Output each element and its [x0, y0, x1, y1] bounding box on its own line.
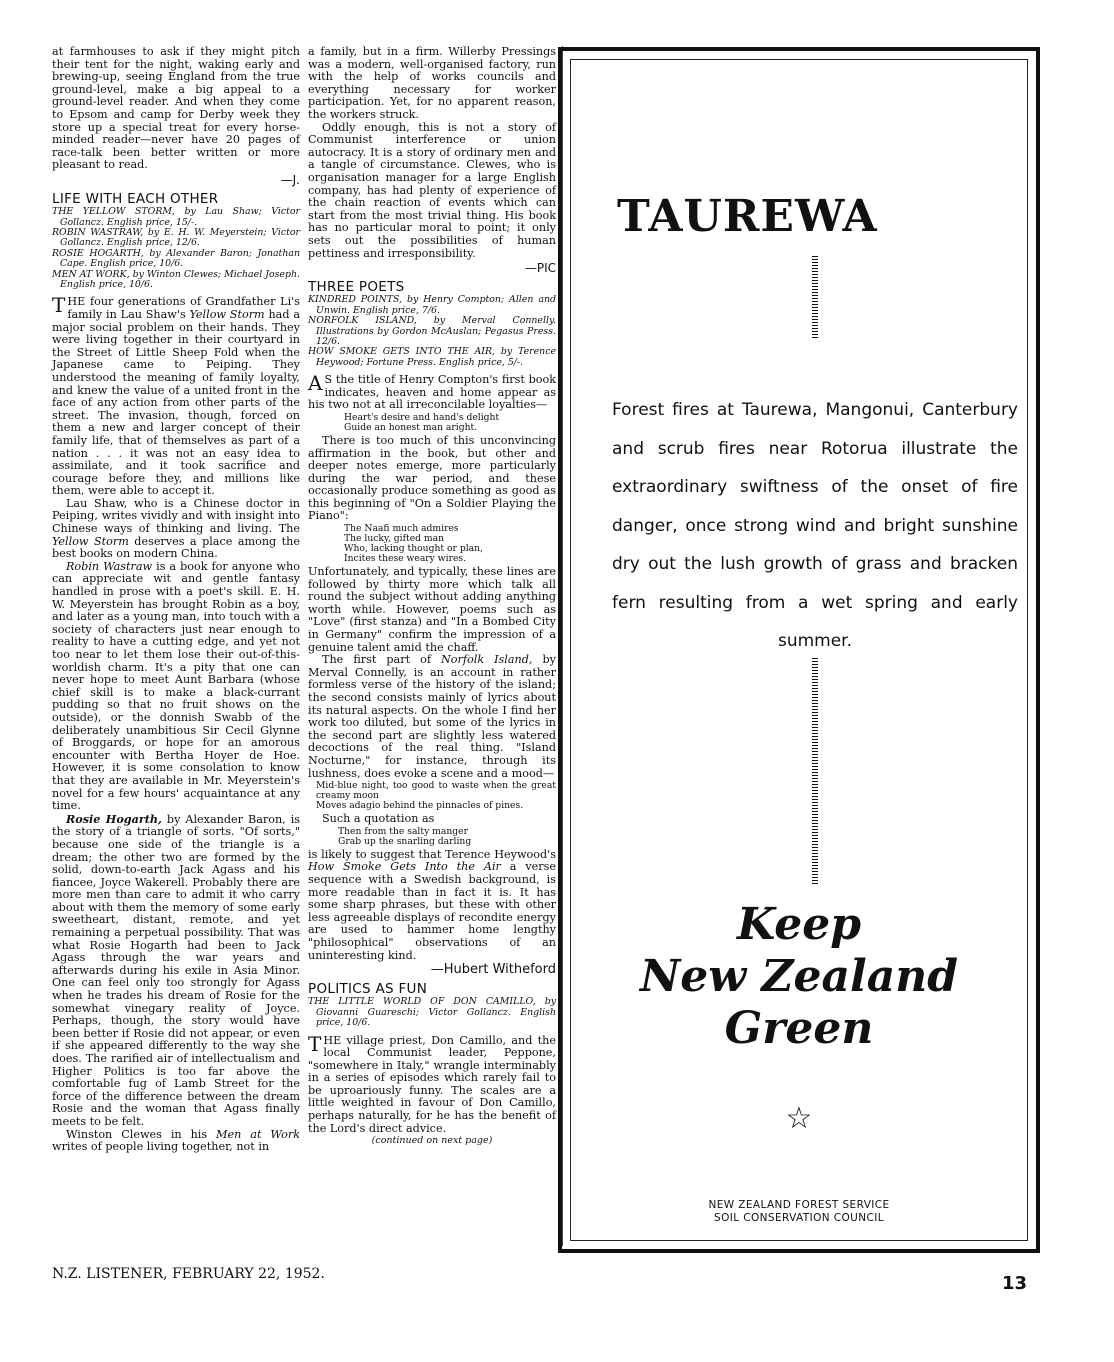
- book-entry: NORFOLK ISLAND, by Merval Connelly. Illustrations by Gordon McAuslan; Pegasus Press. 12/6.: [308, 315, 556, 347]
- review-paragraph: Winston Clewes in his Men at Work writes of people living together, not in: [52, 1127, 300, 1154]
- book-list: [308, 295, 556, 368]
- page-number: 13: [1002, 1273, 1028, 1294]
- article-column-2: [308, 46, 556, 1148]
- reviewer-signature: —J.: [280, 172, 300, 187]
- forest-service-advertisement: [558, 47, 1040, 1253]
- publication-footer: N.Z. LISTENER, FEBRUARY 22, 1952.: [52, 1266, 325, 1282]
- decorative-rule: [812, 658, 818, 886]
- book-entry: KINDRED POINTS, by Henry Compton; Allen and Unwin. English price, 7/6.: [308, 294, 556, 316]
- book-entry: THE LITTLE WORLD OF DON CAMILLO, by Giovanni Guareschi; Victor Gollancz. English price, 10/6.: [308, 996, 556, 1029]
- ad-slogan: [562, 899, 1036, 1055]
- section-title-politics-as-fun: POLITICS AS FUN: [308, 980, 428, 997]
- review-paragraph: Lau Shaw, who is a Chinese doctor in Peiping, writes vividly and with insight into Chinese ways of thinking and living. The Yellow Storm deserves a place among the best books on modern China.: [52, 496, 300, 561]
- review-paragraph: THE four generations of Grandfather Li's family in Lau Shaw's Yellow Storm had a major social problem on their hands. They were living together in their courtyard in the Street of Little Sheep Fold when the Japanese came to Peiping. They understood the meaning of family loyalty, and knew the value of a united front in the face of any action from other parts of the street. The invasion, though, forced on them a new and larger concept of their family life, that of themselves as part of a nation . . . it was not an easy idea to assimilate, and it took sacrifice and courage before they, and millions like them, were able to accept it.: [52, 293, 300, 498]
- section-title-life-with-each-other: LIFE WITH EACH OTHER: [52, 190, 219, 207]
- ad-footer-line: SOIL CONSERVATION COUNCIL: [714, 1212, 884, 1224]
- continued-note: (continued on next page): [371, 1135, 493, 1147]
- verse-quote: The Naafi much admires The lucky, gifted man Who, lacking thought or plan, Incites these weary wires.: [344, 523, 483, 565]
- verse-quote: Then from the salty manger Grab up the snarling darling: [338, 825, 472, 847]
- review-paragraph: Unfortunately, and typically, these lines are followed by thirty more which talk all round the subject without adding anything worth while. However, poems such as "Love" (first stanza) and "In a Bombed City in Germany" confirm the impression of a genuine talent amid the chaff.: [308, 565, 556, 654]
- verse-quote: Mid-blue night, too good to waste when the great creamy moon Moves adagio behind the pinnacles of pines.: [316, 780, 556, 812]
- book-entry: ROBIN WASTRAW, by E. H. W. Meyerstein; Victor Gollancz. English price, 12/6.: [52, 226, 300, 249]
- ad-title: TAUREWA: [617, 191, 878, 242]
- review-paragraph: Oddly enough, this is not a story of Communist interference or union autocracy. It is a story of ordinary men and a tangle of circumstance. Clewes, who is organisation manager for a large English company, has had plenty of experience of the chain reaction of events which can start from the most trivial thing. His book has no particular moral to point; it only sets out the possibilities of human pettiness and irresponsibility.: [308, 120, 556, 260]
- star-icon: ☆: [785, 1101, 813, 1136]
- slogan-line: New Zealand: [639, 951, 958, 1002]
- review-paragraph: The first part of Norfolk Island, by Merval Connelly, is an account in rather formless verse of the history of the island; the second consists mainly of lyrics about its natural aspects. On the whole I find her work too diluted, but some of the lyrics in the second part are slightly less watered decoctions of the real thing. "Island Nocturne," for instance, through its lushness, does evoke a scene and a mood—: [308, 653, 556, 780]
- ad-footer: [562, 1199, 1036, 1225]
- book-entry: HOW SMOKE GETS INTO THE AIR, by Terence Heywood; Fortune Press. English price, 5/-.: [308, 346, 556, 368]
- slogan-line: Green: [724, 1003, 874, 1054]
- review-paragraph: There is too much of this unconvincing affirmation in the book, but other and deeper notes emerge, more particularly during the war period, and these occasionally produce something as good as this beginning of "On a Soldier Playing the Piano":: [308, 433, 556, 523]
- drop-cap: T: [52, 293, 66, 318]
- book-entry: THE YELLOW STORM, by Lau Shaw; Victor Gollancz. English price, 15/-.: [52, 206, 300, 228]
- intro-paragraph: at farmhouses to ask if they might pitch their tent for the night, waking early and brewing-up, seeing England from the true ground-level, make a big appeal to a ground-level reader. And when they come to Epsom and camp for Derby week they store up a special treat for every horse-minded reader—never have 20 pages of race-talk been better written or more pleasant to read.: [52, 45, 300, 172]
- book-entry: ROSIE HOGARTH, by Alexander Baron; Jonathan Cape. English price, 10/6.: [52, 247, 300, 270]
- book-list: [52, 207, 300, 290]
- review-paragraph: Robin Wastraw is a book for anyone who can appreciate wit and gentle fantasy handled in prose with a poet's skill. E. H. W. Meyerstein has brought Robin as a boy, and later as a young man, into touch with a society of characters just near enough to reality to have a cutting edge, and yet not too near to let them lose their out-of-this-worldish charm. It's a pity that one can never hope to meet Aunt Barbara (whose chief skill is to make a black-currant pudding so that no fruit shows on the outside), or the donnish Swabb of the deliberately unambitious Sir Cecil Glynne of Broggards, or hope for an amorous encounter with Bertha Hoyer de Hoe. However, it is some consolation to know that they are available in Mr. Meyerstein's novel for a few hours' acquaintance at any time.: [52, 559, 300, 813]
- review-paragraph: Rosie Hogarth, by Alexander Baron, is the story of a triangle of sorts. "Of sorts," because one side of the triangle is a dream; the other two are formed by the solid, down-to-earth Jack Agass and his fiancee, Joyce Wakerell. Probably there are more men than care to admit it who carry about with them the memory of some early sweetheart, distant, remote, and yet remaining a perpetual possibility. That was what Rosie Hogarth had been to Jack Agass through the war years and afterwards during his exile in Asia Minor. One can feel only too strongly for Agass when he trades his dream of Rosie for the somewhat vinegary reality of Joyce. Perhaps, though, the story would have been better if Rosie did not appear, or even if she appeared differently to the way she does. The rarified air of intellectualism and Higher Politics is too far above the comfortable fug of Lamb Street for the force of the difference between the dream Rosie and the woman that Agass finally meets to be felt.: [52, 811, 301, 1128]
- slogan-line: Keep: [736, 899, 862, 950]
- verse-quote: Heart's desire and hand's delight Guide an honest man aright.: [344, 411, 500, 433]
- book-list: [308, 997, 556, 1028]
- article-column-1: [52, 46, 300, 1154]
- review-paragraph: a family, but in a firm. Willerby Pressings was a modern, well-organised factory, run with the help of works councils and everything necessary for worker participation. Yet, for no apparent reason, the workers struck.: [308, 45, 556, 121]
- book-entry: MEN AT WORK, by Winton Clewes; Michael Joseph. English price, 10/6.: [52, 268, 300, 290]
- review-paragraph: is likely to suggest that Terence Heywood's How Smoke Gets Into the Air a verse sequence with a Swedish background, is more readable than in fact it is. It has some sharp phrases, but these with other less agreeable displays of recondite energy are used to hammer home lengthy "philosophical" observations of an uninteresting kind.: [308, 847, 557, 962]
- section-title-three-poets: THREE POETS: [308, 278, 405, 295]
- review-paragraph: THE village priest, Don Camillo, and the local Communist leader, Peppone, "somewhere in Italy," wrangle interminably in a series of episodes which rarely fail to be uproariously funny. The scales are a little weighted in favour of Don Camillo, perhaps naturally, for he has the benefit of the Lord's direct advice.: [308, 1031, 556, 1135]
- reviewer-signature: —PIC: [524, 261, 556, 276]
- ad-footer-line: NEW ZEALAND FOREST SERVICE: [708, 1199, 890, 1211]
- decorative-rule: [812, 256, 818, 338]
- drop-cap: A: [308, 371, 323, 396]
- drop-cap: T: [308, 1031, 322, 1056]
- reviewer-signature: —Hubert Witheford: [430, 962, 556, 978]
- ad-body-text: Forest fires at Taurewa, Mangonui, Canterbury and scrub fires near Rotorua illustrate the extraordinary swiftness of the onset of fire danger, once strong wind and bright sunshine dry out the lush growth of grass and bracken fern resulting from a wet spring and early summer.: [612, 400, 1018, 651]
- review-paragraph: Such a quotation as: [322, 812, 435, 826]
- review-paragraph: A S the title of Henry Compton's first book indicates, heaven and home appear as his two not at all irreconcilable loyalties—: [308, 371, 556, 412]
